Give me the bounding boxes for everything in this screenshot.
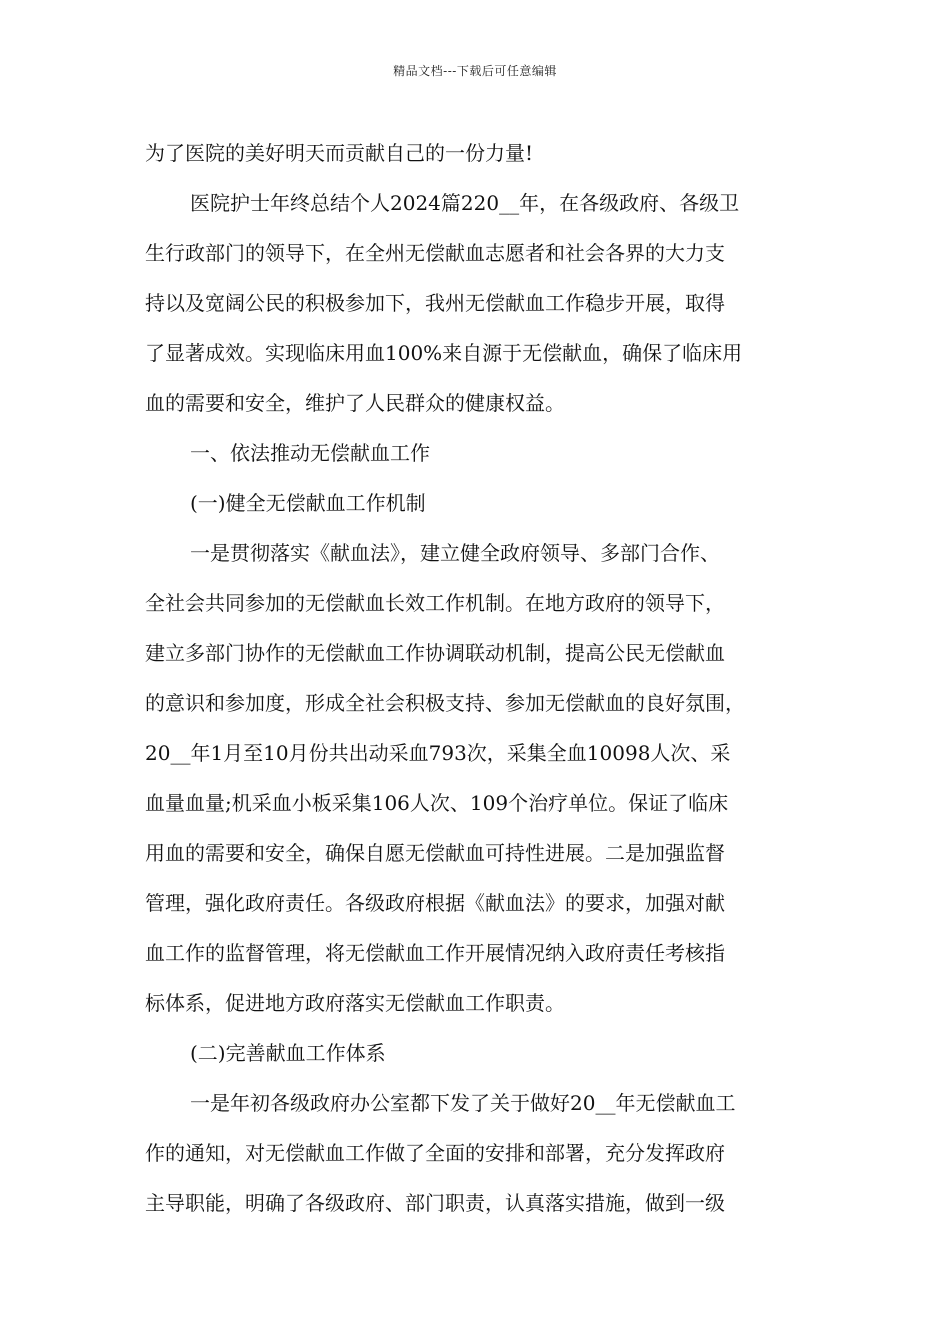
text-line: 生行政部门的领导下，在全州无偿献血志愿者和社会各界的大力支 [145, 241, 725, 265]
paragraph-start: 一是贯彻落实《献血法》，建立健全政府领导、多部门合作、 [190, 541, 720, 565]
paragraph-start: 一是年初各级政府办公室都下发了关于做好20__年无偿献血工 [190, 1091, 736, 1115]
paragraph-start: 医院护士年终总结个人2024篇220__年，在各级政府、各级卫 [190, 191, 740, 215]
section-heading: 一、依法推动无偿献血工作 [190, 441, 430, 465]
text-line: 标体系，促进地方政府落实无偿献血工作职责。 [145, 991, 565, 1015]
page-header: 精品文档---下载后可任意编辑 [393, 64, 557, 78]
text-line: 建立多部门协作的无偿献血工作协调联动机制，提高公民无偿献血 [145, 641, 725, 665]
text-line: 为了医院的美好明天而贡献自己的一份力量! [145, 141, 534, 165]
text-line: 血工作的监督管理，将无偿献血工作开展情况纳入政府责任考核指 [145, 941, 725, 965]
text-line: 20__年1月至10月份共出动采血793次，采集全血10098人次、采 [145, 741, 731, 765]
text-line: 作的通知，对无偿献血工作做了全面的安排和部署，充分发挥政府 [145, 1141, 725, 1165]
text-line: 了显著成效。实现临床用血100%来自源于无偿献血，确保了临床用 [145, 341, 743, 365]
subsection-heading: (二)完善献血工作体系 [190, 1041, 386, 1065]
document-body [145, 128, 825, 1228]
text-line: 血量血量;机采血小板采集106人次、109个治疗单位。保证了临床 [145, 791, 729, 815]
text-line: 持以及宽阔公民的积极参加下，我州无偿献血工作稳步开展，取得 [145, 291, 725, 315]
text-line: 的意识和参加度，形成全社会积极支持、参加无偿献血的良好氛围， [145, 691, 745, 715]
text-line: 管理，强化政府责任。各级政府根据《献血法》的要求，加强对献 [145, 891, 725, 915]
text-line: 用血的需要和安全，确保自愿无偿献血可持性进展。二是加强监督 [145, 841, 725, 865]
subsection-heading: (一)健全无偿献血工作机制 [190, 491, 426, 515]
text-line: 主导职能，明确了各级政府、部门职责，认真落实措施，做到一级 [145, 1191, 725, 1215]
text-line: 全社会共同参加的无偿献血长效工作机制。在地方政府的领导下， [145, 591, 725, 615]
text-line: 血的需要和安全，维护了人民群众的健康权益。 [145, 391, 565, 415]
